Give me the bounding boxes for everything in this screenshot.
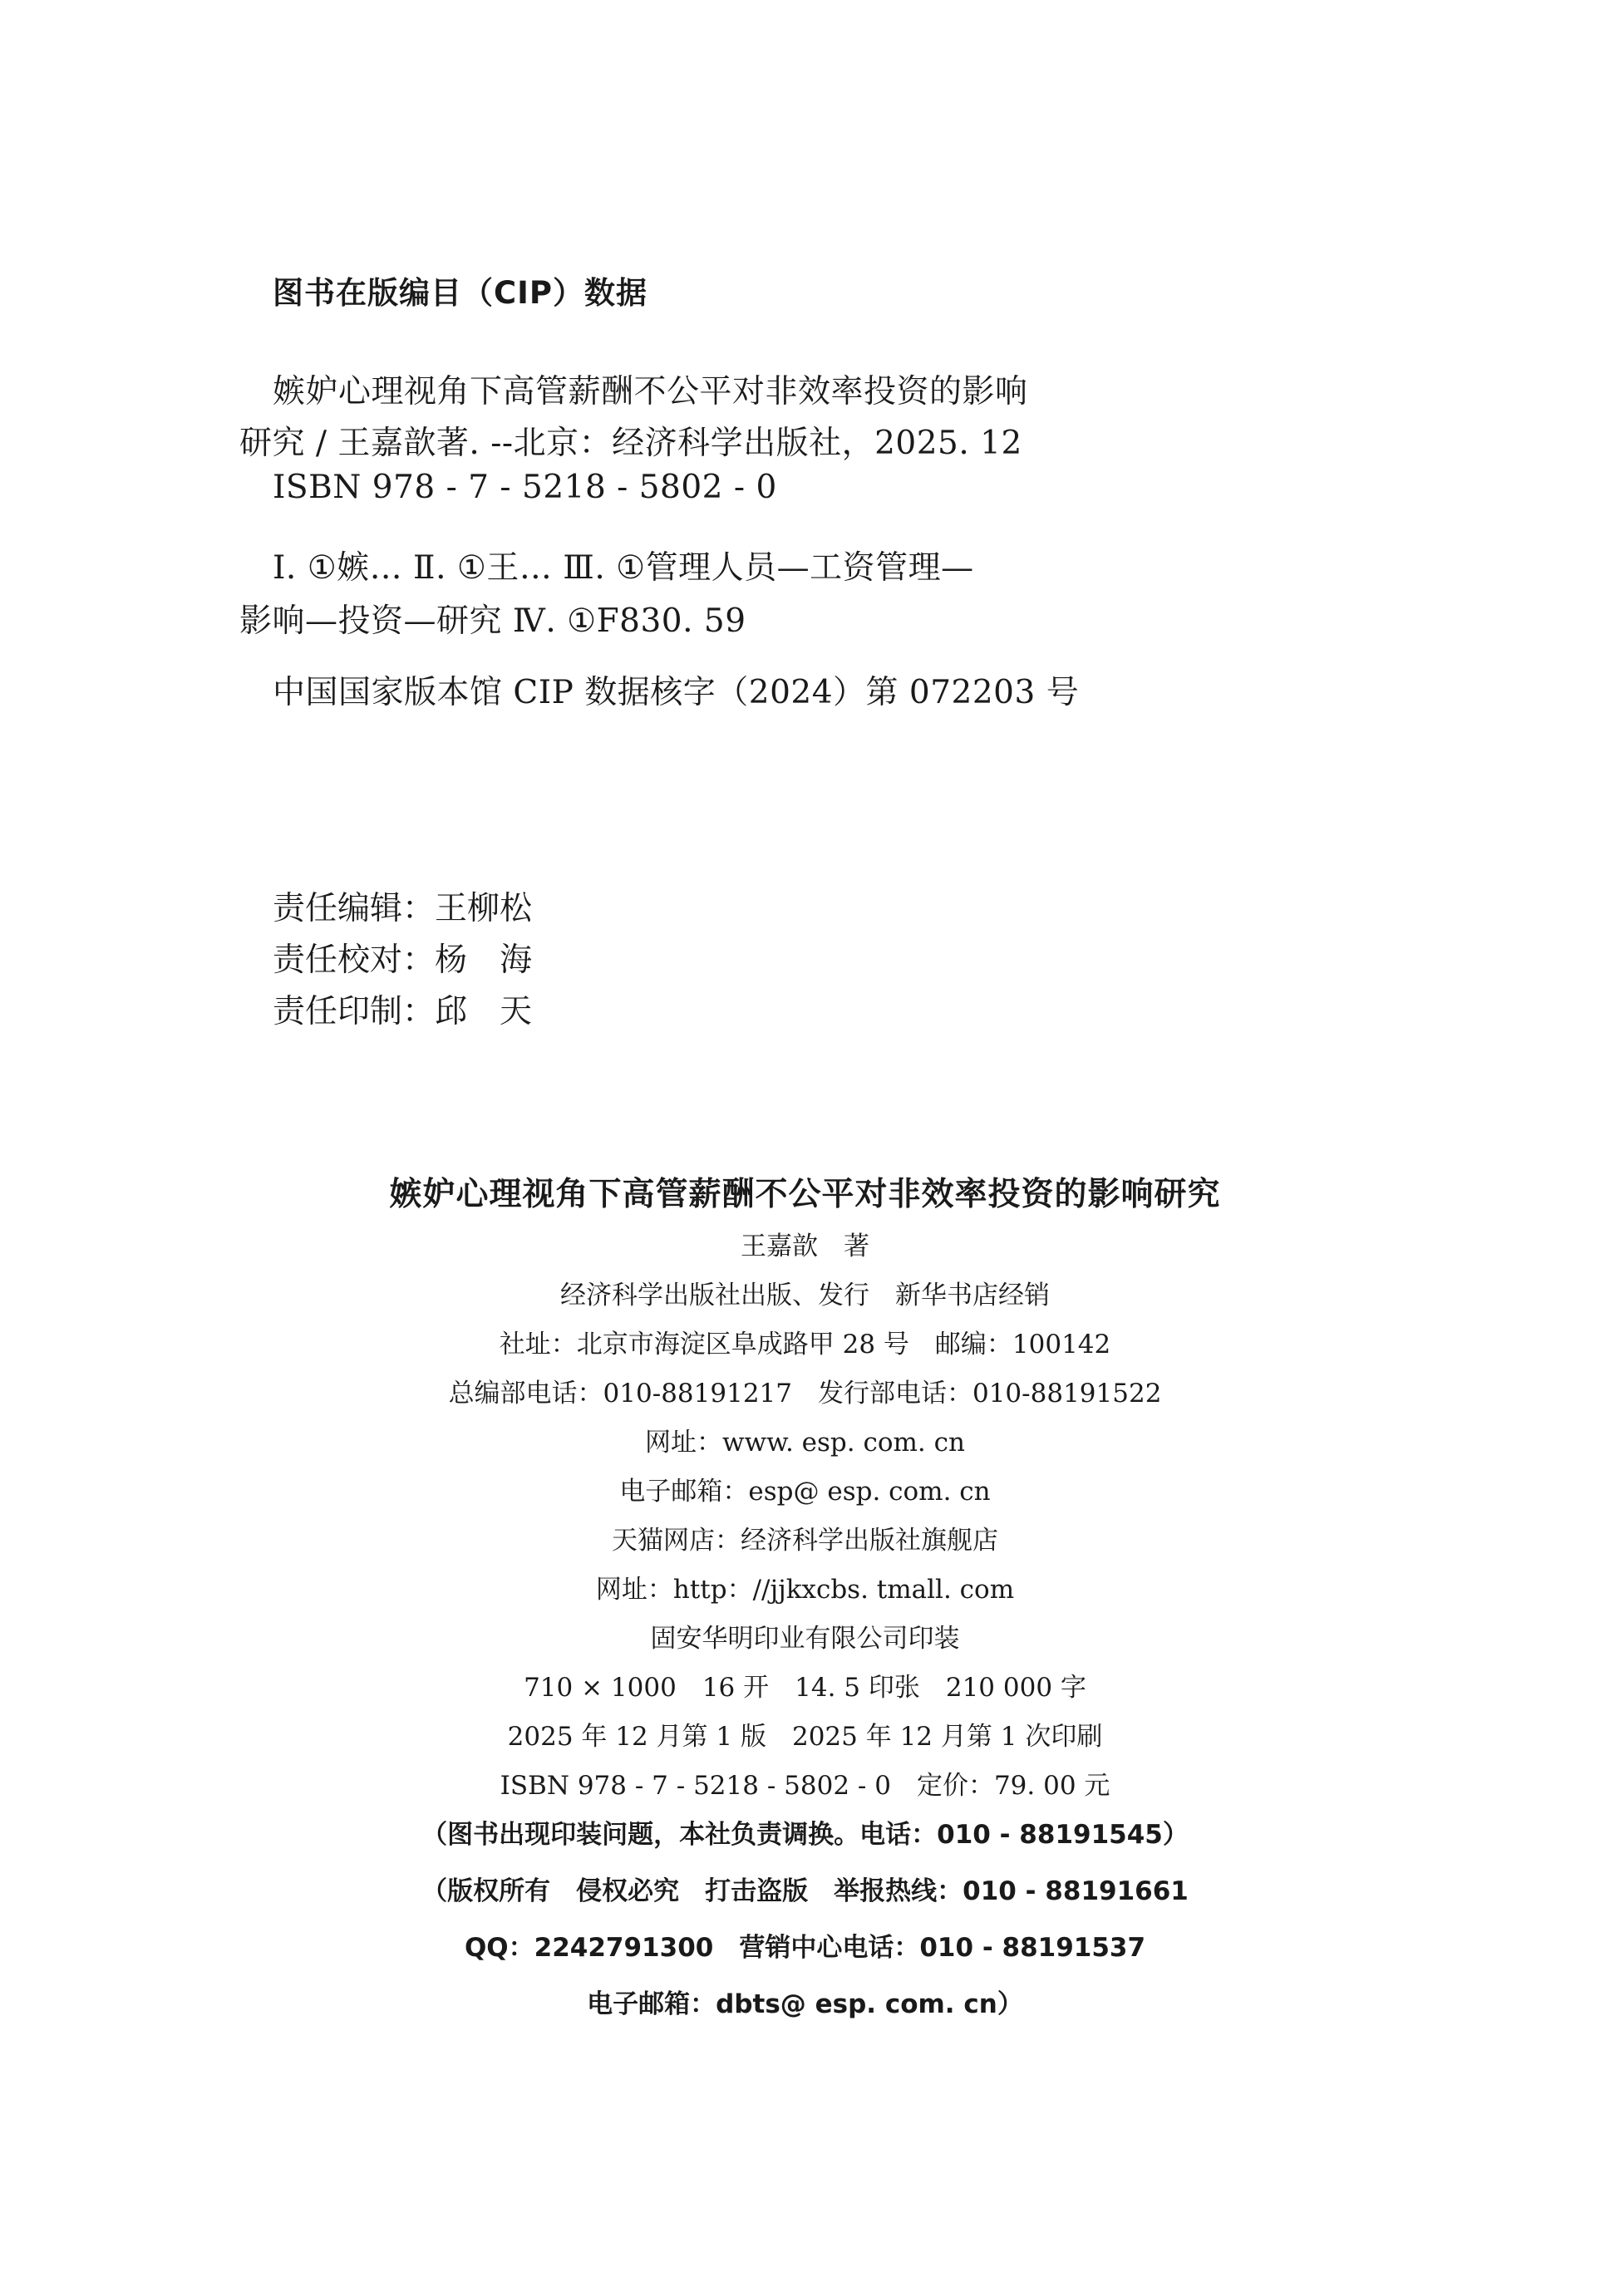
cip-title-line-1: 嫉妒心理视角下高管薪酬不公平对非效率投资的影响 — [273, 373, 1028, 411]
cip-heading: 图书在版编目（CIP）数据 — [273, 275, 648, 311]
staff-label: 责任校对： — [273, 942, 436, 979]
staff-label: 责任编辑： — [273, 890, 436, 927]
colophon-notice-rights: （版权所有 侵权必究 打击盗版 举报热线：010 - 88191661 — [421, 1876, 1189, 1906]
colophon-publisher: 经济科学出版社出版、发行 新华书店经销 — [560, 1281, 1050, 1310]
colophon-tmall-store: 天猫网店：经济科学出版社旗舰店 — [612, 1526, 998, 1556]
colophon-isbn-price: ISBN 978 - 7 - 5218 - 5802 - 0 定价：79. 00 元 — [500, 1771, 1110, 1801]
colophon-address: 社址：北京市海淀区阜成路甲 28 号 邮编：100142 — [499, 1330, 1111, 1359]
staff-value: 邱 天 — [435, 993, 533, 1030]
staff-editor — [273, 883, 532, 929]
colophon-notice-qq: QQ：2242791300 营销中心电话：010 - 88191537 — [464, 1933, 1146, 1963]
staff-value: 杨 海 — [435, 942, 533, 979]
colophon-specs: 710 × 1000 16 开 14. 5 印张 210 000 字 — [524, 1673, 1086, 1703]
staff-value: 王柳松 — [435, 890, 533, 927]
cip-isbn: ISBN 978 - 7 - 5218 - 5802 - 0 — [273, 469, 777, 506]
staff-label: 责任印制： — [273, 993, 436, 1030]
cip-subjects-line-1: Ⅰ. ①嫉… Ⅱ. ①王… Ⅲ. ①管理人员—工资管理— — [273, 549, 974, 587]
colophon-edition: 2025 年 12 月第 1 版 2025 年 12 月第 1 次印刷 — [507, 1722, 1103, 1752]
colophon-printer: 固安华明印业有限公司印装 — [650, 1624, 960, 1654]
staff-proofreader — [273, 934, 532, 981]
colophon-author: 王嘉歆 著 — [741, 1232, 869, 1261]
colophon-notice-print: （图书出现印装问题，本社负责调换。电话：010 - 88191545） — [421, 1820, 1189, 1850]
colophon-phones: 总编部电话：010-88191217 发行部电话：010-88191522 — [448, 1379, 1162, 1409]
colophon-website: 网址：www. esp. com. cn — [645, 1428, 965, 1458]
cip-number: 中国国家版本馆 CIP 数据核字（2024）第 072203 号 — [273, 674, 1080, 711]
staff-printing — [273, 986, 532, 1032]
cip-subjects-line-2: 影响—投资—研究 Ⅳ. ①F830. 59 — [239, 602, 746, 640]
colophon-title: 嫉妒心理视角下高管薪酬不公平对非效率投资的影响研究 — [389, 1176, 1221, 1213]
cip-title-line-2: 研究 / 王嘉歆著. --北京：经济科学出版社，2025. 12 — [239, 425, 1022, 462]
colophon-tmall-url: 网址：http：//jjkxcbs. tmall. com — [595, 1575, 1015, 1605]
colophon-notice-email: 电子邮箱：dbts@ esp. com. cn） — [587, 1989, 1023, 2019]
colophon-email: 电子邮箱：esp@ esp. com. cn — [619, 1477, 991, 1507]
